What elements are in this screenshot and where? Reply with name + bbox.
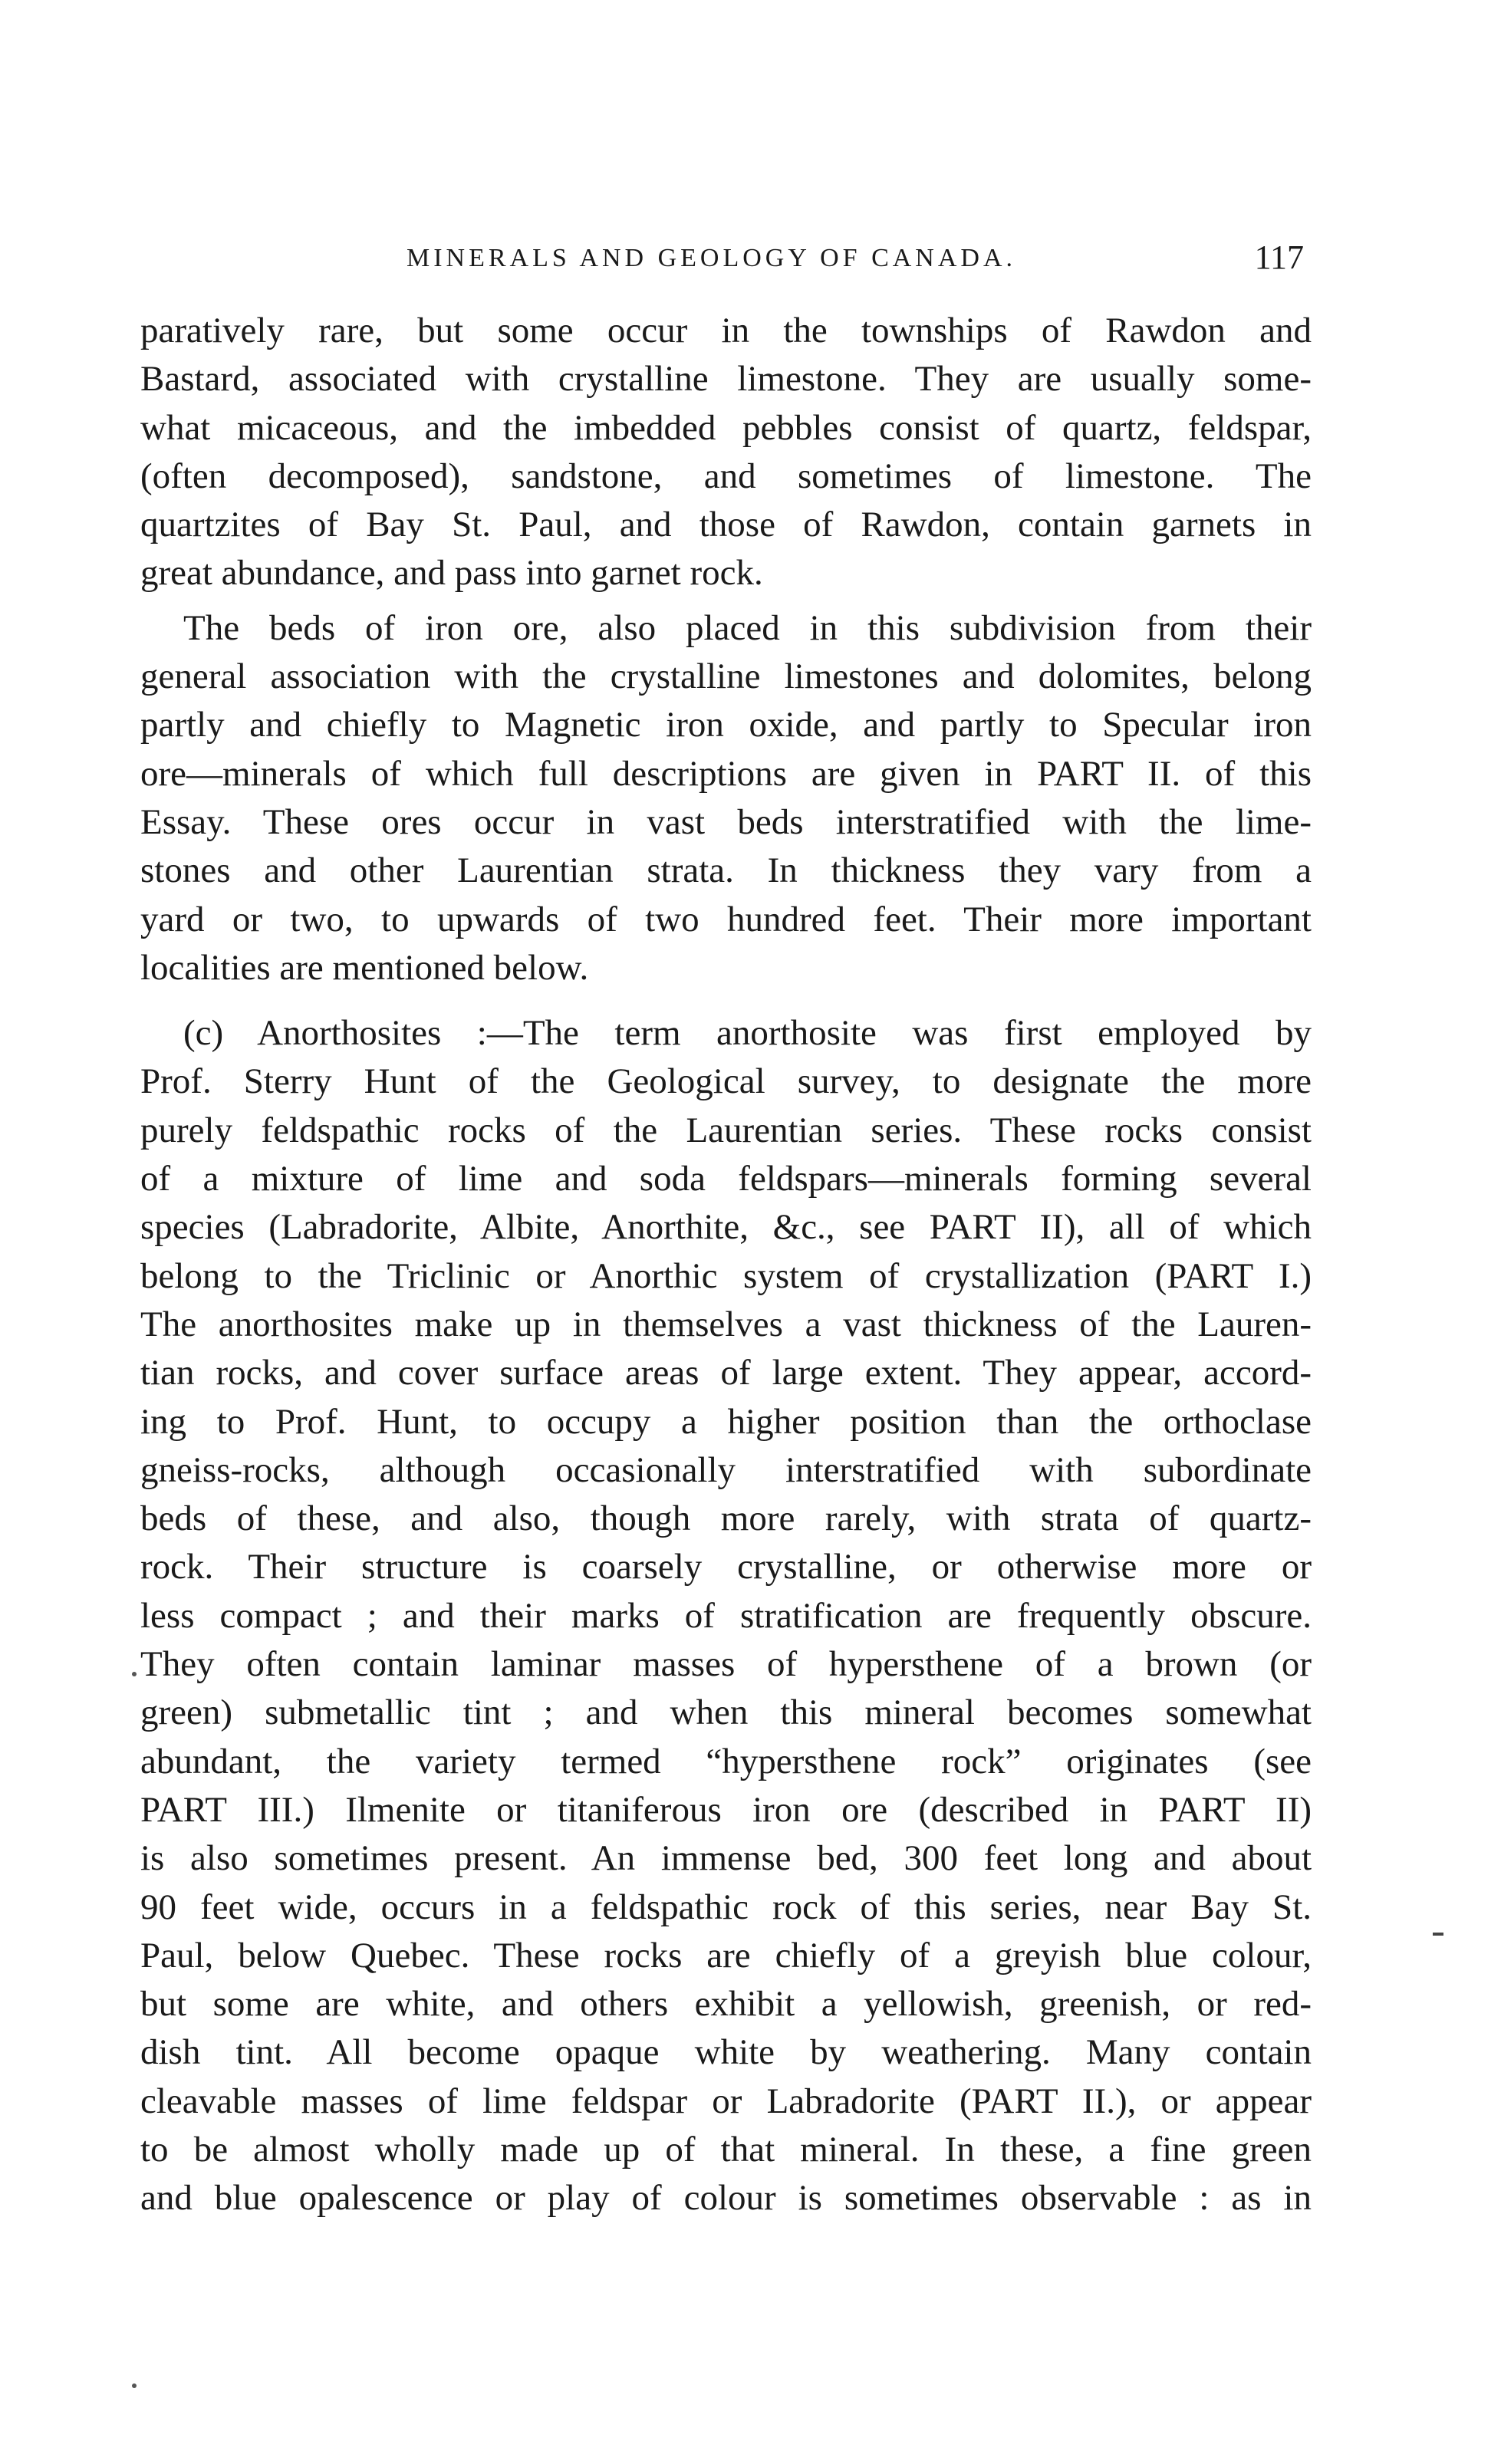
paragraph xyxy=(140,307,1312,598)
text-line: general association with the crystalline limestones and dolomites, belong xyxy=(140,656,1312,697)
text-line: (c) Anorthosites :—The term anorthosite was first employed by xyxy=(183,1013,1312,1054)
text-line: paratively rare, but some occur in the townships of Rawdon and xyxy=(140,311,1312,350)
text-line: dish tint. All become opaque white by weathering. Many contain xyxy=(140,2032,1312,2073)
text-line: partly and chiefly to Magnetic iron oxide, and partly to Specular iron xyxy=(140,705,1312,745)
text-line: Paul, below Quebec. These rocks are chiefly of a greyish blue colour, xyxy=(140,1935,1312,1975)
text-line: gneiss-rocks, although occasionally interstratified with subordinate xyxy=(140,1449,1312,1490)
text-line: (often decomposed), sandstone, and sometimes of limestone. The xyxy=(140,456,1312,496)
paragraph xyxy=(140,604,1312,992)
text-line: localities are mentioned below. xyxy=(140,947,589,988)
running-title: MINERALS AND GEOLOGY OF CANADA. xyxy=(407,244,1017,272)
text-line: 90 feet wide, occurs in a feldspathic rock of this series, near Bay St. xyxy=(140,1887,1312,1927)
text-line: what micaceous, and the imbedded pebbles consist of quartz, feldspar, xyxy=(140,407,1312,448)
text-line: to be almost wholly made up of that mineral. In these, a fine green xyxy=(140,2129,1312,2170)
text-line: The anorthosites make up in themselves a vast thickness of the Lauren- xyxy=(140,1304,1312,1344)
text-line: cleavable masses of lime feldspar or Labradorite (PART II.), or appear xyxy=(140,2081,1312,2121)
text-line: abundant, the variety termed “hypersthene rock” originates (see xyxy=(140,1741,1312,1781)
text-line: is also sometimes present. An immense bed, 300 feet long and about xyxy=(140,1838,1312,1879)
text-line: but some are white, and others exhibit a yellowish, greenish, or red- xyxy=(140,1984,1312,2025)
margin-dot xyxy=(132,2383,137,2388)
text-line: great abundance, and pass into garnet rock. xyxy=(140,553,763,594)
text-line: tian rocks, and cover surface areas of large extent. They appear, accord- xyxy=(140,1353,1312,1393)
text-line: quartzites of Bay St. Paul, and those of Rawdon, contain garnets in xyxy=(140,505,1312,545)
margin-dot xyxy=(132,1672,137,1676)
text-line: ing to Prof. Hunt, to occupy a higher position than the orthoclase xyxy=(140,1401,1312,1442)
text-line: species (Labradorite, Albite, Anorthite, &c., see PART II), all of which xyxy=(140,1207,1312,1248)
text-line: stones and other Laurentian strata. In thickness they vary from a xyxy=(140,850,1312,891)
running-head xyxy=(353,238,1304,284)
margin-mark xyxy=(1433,1933,1443,1936)
text-line: belong to the Triclinic or Anorthic system of crystallization (PART I.) xyxy=(140,1255,1312,1296)
page-number: 117 xyxy=(1254,239,1304,276)
text-line: PART III.) Ilmenite or titaniferous iron ore (described in PART II) xyxy=(140,1789,1312,1830)
text-line: beds of these, and also, though more rarely, with strata of quartz- xyxy=(140,1498,1312,1539)
text-line: yard or two, to upwards of two hundred feet. Their more important xyxy=(140,899,1312,939)
paragraph xyxy=(140,1009,1312,2222)
text-line: less compact ; and their marks of stratification are frequently obscure. xyxy=(140,1595,1312,1636)
text-line: and blue opalescence or play of colour is sometimes observable : as in xyxy=(140,2178,1312,2219)
text-line: The beds of iron ore, also placed in this subdivision from their xyxy=(183,607,1312,648)
text-line: They often contain laminar masses of hypersthene of a brown (or xyxy=(140,1644,1312,1685)
text-line: purely feldspathic rocks of the Laurentian series. These rocks consist xyxy=(140,1110,1312,1150)
body-text xyxy=(140,307,1312,2223)
text-line: Essay. These ores occur in vast beds interstratified with the lime- xyxy=(140,801,1312,842)
text-line: rock. Their structure is coarsely crystalline, or otherwise more or xyxy=(140,1547,1312,1587)
text-line: of a mixture of lime and soda feldspars—minerals forming several xyxy=(140,1159,1312,1199)
text-line: ore—minerals of which full descriptions are given in PART II. of this xyxy=(140,753,1312,794)
text-line: Prof. Sterry Hunt of the Geological survey, to designate the more xyxy=(140,1061,1312,1102)
text-line: Bastard, associated with crystalline limestone. They are usually some- xyxy=(140,359,1312,400)
text-line: green) submetallic tint ; and when this mineral becomes somewhat xyxy=(140,1693,1312,1733)
